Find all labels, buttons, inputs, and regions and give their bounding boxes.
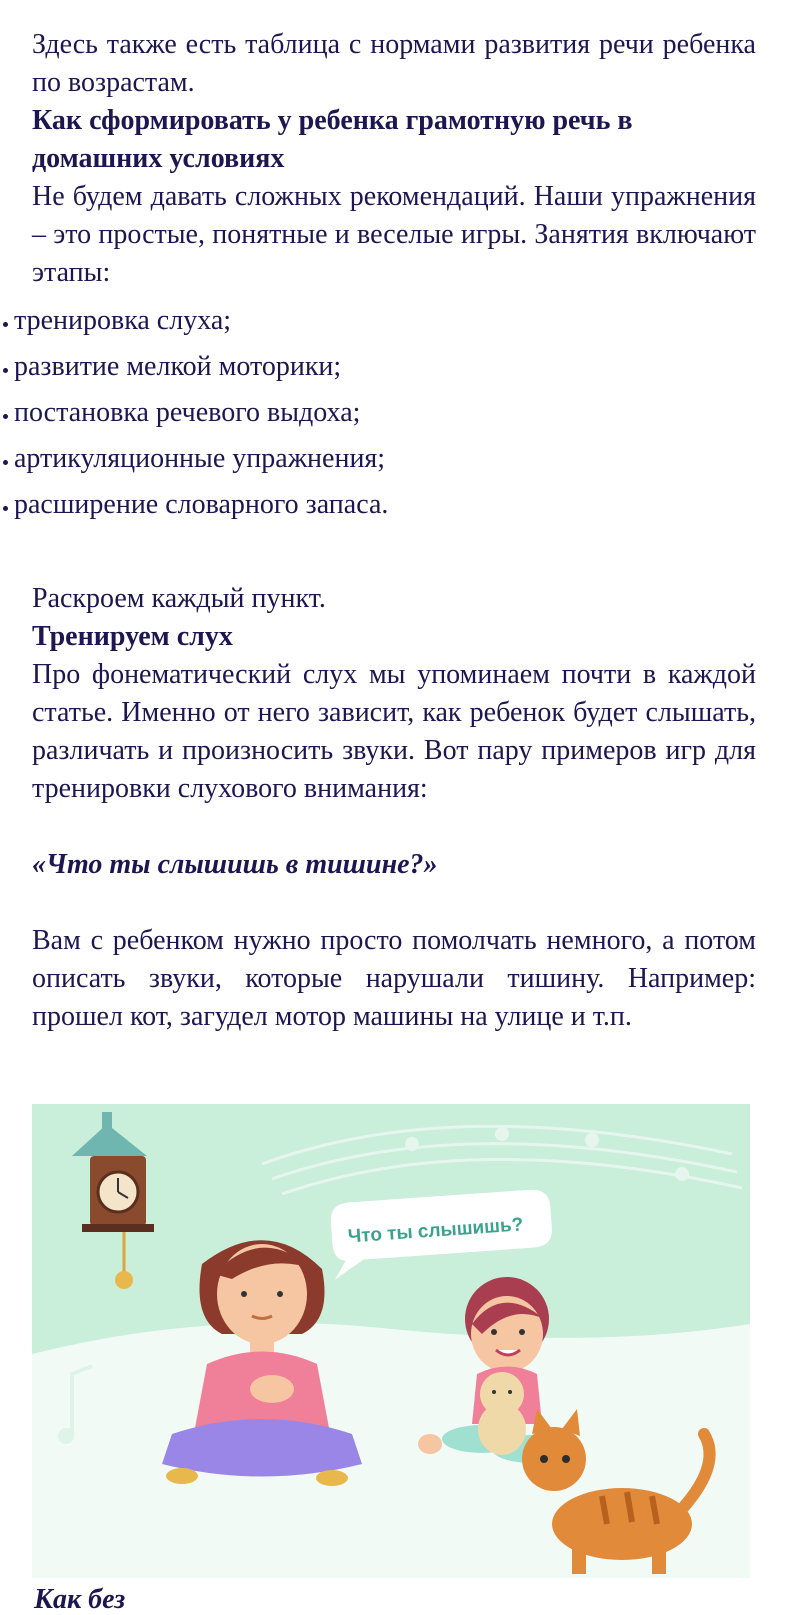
bullet-icon (3, 506, 8, 511)
section-heading-literate-speech: Как сформировать у ребенка грамотную речь в домашних условиях (32, 105, 633, 174)
section-heading-hearing: Тренируем слух (32, 621, 233, 652)
spacer (32, 884, 756, 922)
article-body (14, 26, 756, 1036)
reveal-paragraph: Раскроем каждый пункт. (32, 583, 326, 614)
stages-list (0, 298, 756, 528)
next-section-cutoff (0, 1584, 802, 1615)
bullet-icon (3, 322, 8, 327)
section-text-hearing: Про фонематический слух мы упоминаем почти в каждой статье. Именно от него зависит, как ребенок будет слышать, различать и произносить звуки. Вот пару примеров игр для тренировки слухового внимания: (32, 659, 756, 804)
list-item: постановка речевого выдоха; (0, 390, 756, 436)
list-item: расширение словарного запаса. (0, 482, 756, 528)
cut-off-heading: Как без (34, 1584, 126, 1615)
bullet-icon (3, 368, 8, 373)
bullet-icon (3, 414, 8, 419)
spacer (32, 528, 756, 580)
illustration-svg (32, 1104, 750, 1578)
section-text-exercises: Не будем давать сложных рекомендаций. Наши упражнения – это простые, понятные и веселые игры. Занятия включают этапы: (32, 181, 756, 288)
bullet-icon (3, 460, 8, 465)
illustration-listening-game (32, 1104, 750, 1578)
game-description: Вам с ребенком нужно просто помолчать немного, а потом описать звуки, которые нарушали тишину. Например: прошел кот, загудел мотор машины на улице и т.п. (32, 925, 756, 1032)
intro-paragraph: Здесь также есть таблица с нормами развития речи ребенка по возрастам. (32, 29, 756, 98)
list-item: тренировка слуха; (0, 298, 756, 344)
spacer (32, 808, 756, 846)
list-item: развитие мелкой моторики; (0, 344, 756, 390)
speech-bubble-text: Что ты слышишь? (347, 1214, 524, 1248)
music-note-dot-icon (58, 1428, 74, 1444)
game-title: «Что ты слышишь в тишине?» (32, 849, 438, 880)
list-item: артикуляционные упражнения; (0, 436, 756, 482)
